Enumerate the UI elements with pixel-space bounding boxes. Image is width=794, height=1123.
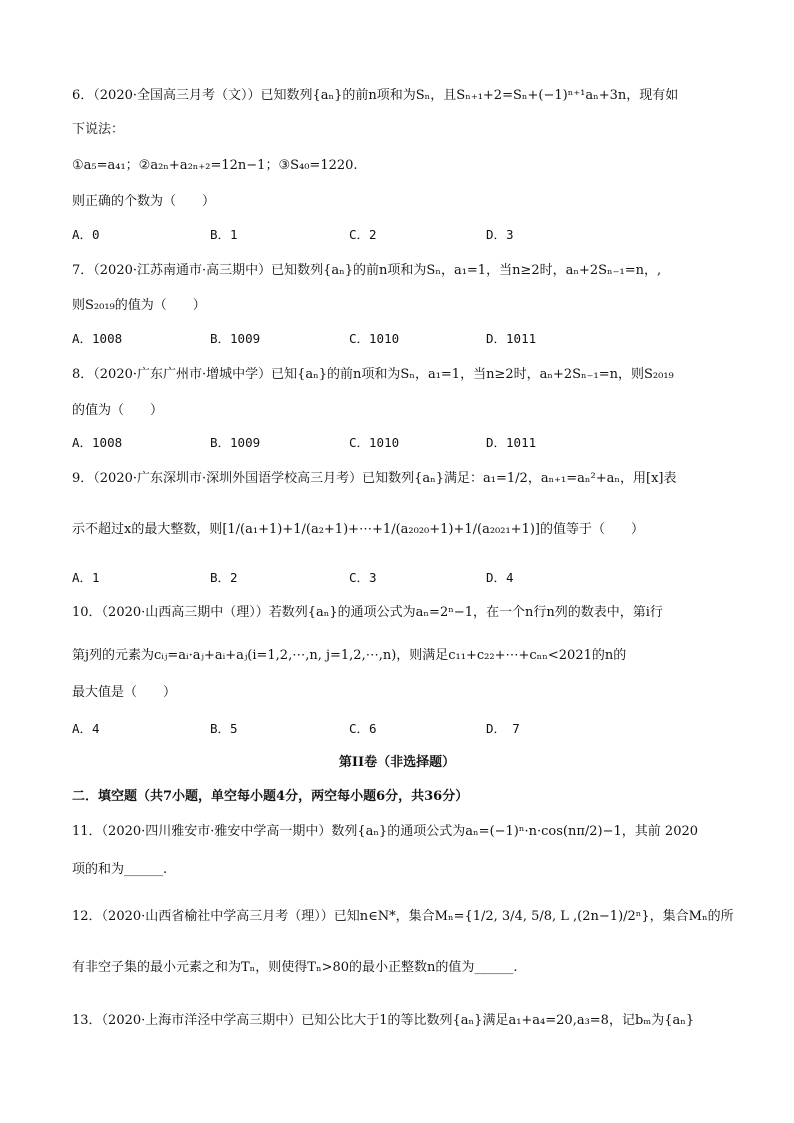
q7-options — [72, 329, 712, 349]
q8-option-d[interactable]: D．1011 — [486, 435, 537, 450]
q9-option-c[interactable]: C．3 — [349, 570, 377, 585]
q9-stem-line1: 9．（2020·广东深圳市·深圳外国语学校高三月考）已知数列{aₙ}满足：a₁=1/2，aₙ₊₁=aₙ²+aₙ，用[x]表 — [72, 471, 677, 486]
q11-stem-line2: 项的和为______. — [72, 862, 168, 877]
q6-option-a[interactable]: A．0 — [72, 227, 100, 242]
q9-options — [72, 568, 712, 588]
q8-option-b[interactable]: B．1009 — [210, 435, 261, 450]
q9-stem-line2: 示不超过x的最大整数，则[1/(a₁+1)+1/(a₂+1)+⋯+1/(a₂₀₂₀+1)+1/(a₂₀₂₁+1)]的值等于（ ） — [72, 522, 644, 537]
q7-option-b[interactable]: B．1009 — [210, 331, 261, 346]
q13-stem-line1: 13．（2020·上海市洋泾中学高三期中）已知公比大于1的等比数列{aₙ}满足a₁+a₄=20,a₃=8，记bₘ为{aₙ} — [72, 1013, 695, 1028]
q6-statements: ①a₅=a₄₁；②a₂ₙ+a₂ₙ₊₂=12n−1；③S₄₀=1220. — [72, 158, 358, 173]
q10-option-a[interactable]: A．4 — [72, 721, 100, 736]
q6-option-c[interactable]: C．2 — [349, 227, 377, 242]
q6-option-d[interactable]: D．3 — [486, 227, 514, 242]
q8-option-c[interactable]: C．1010 — [349, 435, 400, 450]
q10-option-c[interactable]: C．6 — [349, 721, 377, 736]
q7-option-c[interactable]: C．1010 — [349, 331, 400, 346]
q7-stem-line2: 则S₂₀₁₉的值为（ ） — [72, 298, 206, 313]
section2-header: 二．填空题（共7小题，单空每小题4分，两空每小题6分，共36分） — [72, 789, 469, 804]
q6-prompt: 则正确的个数为（ ） — [72, 194, 216, 209]
q10-options — [72, 719, 712, 739]
q6-option-b[interactable]: B．1 — [210, 227, 238, 242]
q12-stem-line2: 有非空子集的最小元素之和为Tₙ，则使得Tₙ>80的最小正整数n的值为______. — [72, 960, 518, 975]
q8-stem-line1: 8．（2020·广东广州市·增城中学）已知{aₙ}的前n项和为Sₙ，a₁=1，当n≥2时，aₙ+2Sₙ₋₁=n，则S₂₀₁₉ — [72, 367, 674, 382]
q7-stem-line1: 7．（2020·江苏南通市·高三期中）已知数列{aₙ}的前n项和为Sₙ，a₁=1，当n≥2时，aₙ+2Sₙ₋₁=n，, — [72, 263, 662, 278]
q8-option-a[interactable]: A．1008 — [72, 435, 123, 450]
q12-stem-line1: 12．（2020·山西省榆社中学高三月考（理））已知n∈N*，集合Mₙ={1/2, 3/4, 5/8, L ,(2n−1)/2ⁿ}，集合Mₙ的所 — [72, 909, 734, 924]
q10-stem-line3: 最大值是（ ） — [72, 685, 177, 700]
q10-option-d[interactable]: D． 7 — [486, 721, 520, 736]
q6-stem-line2: 下说法： — [72, 122, 125, 137]
q9-option-b[interactable]: B．2 — [210, 570, 238, 585]
q8-stem-line2: 的值为（ ） — [72, 403, 164, 418]
q6-options — [72, 225, 712, 245]
q8-options — [72, 433, 712, 453]
q7-option-a[interactable]: A．1008 — [72, 331, 123, 346]
q10-option-b[interactable]: B．5 — [210, 721, 238, 736]
q11-stem-line1: 11．（2020·四川雅安市·雅安中学高一期中）数列{aₙ}的通项公式为aₙ=(−1)ⁿ·n·cos(nπ/2)−1，其前 2020 — [72, 824, 699, 839]
q9-option-d[interactable]: D．4 — [486, 570, 514, 585]
q10-stem-line2: 第j列的元素为cᵢⱼ=aᵢ·aⱼ+aᵢ+aⱼ(i=1,2,⋯,n, j=1,2,⋯,n)，则满足c₁₁+c₂₂+⋯+cₙₙ<2021的n的 — [72, 648, 627, 663]
part2-title: 第II卷（非选择题） — [338, 755, 456, 770]
q7-option-d[interactable]: D．1011 — [486, 331, 537, 346]
q6-stem-line1: 6．（2020·全国高三月考（文））已知数列{aₙ}的前n项和为Sₙ，且Sₙ₊₁+2=Sₙ+(−1)ⁿ⁺¹aₙ+3n，现有如 — [72, 88, 679, 103]
q10-stem-line1: 10．（2020·山西高三期中（理））若数列{aₙ}的通项公式为aₙ=2ⁿ−1，在一个n行n列的数表中，第i行 — [72, 605, 663, 620]
q9-option-a[interactable]: A．1 — [72, 570, 100, 585]
